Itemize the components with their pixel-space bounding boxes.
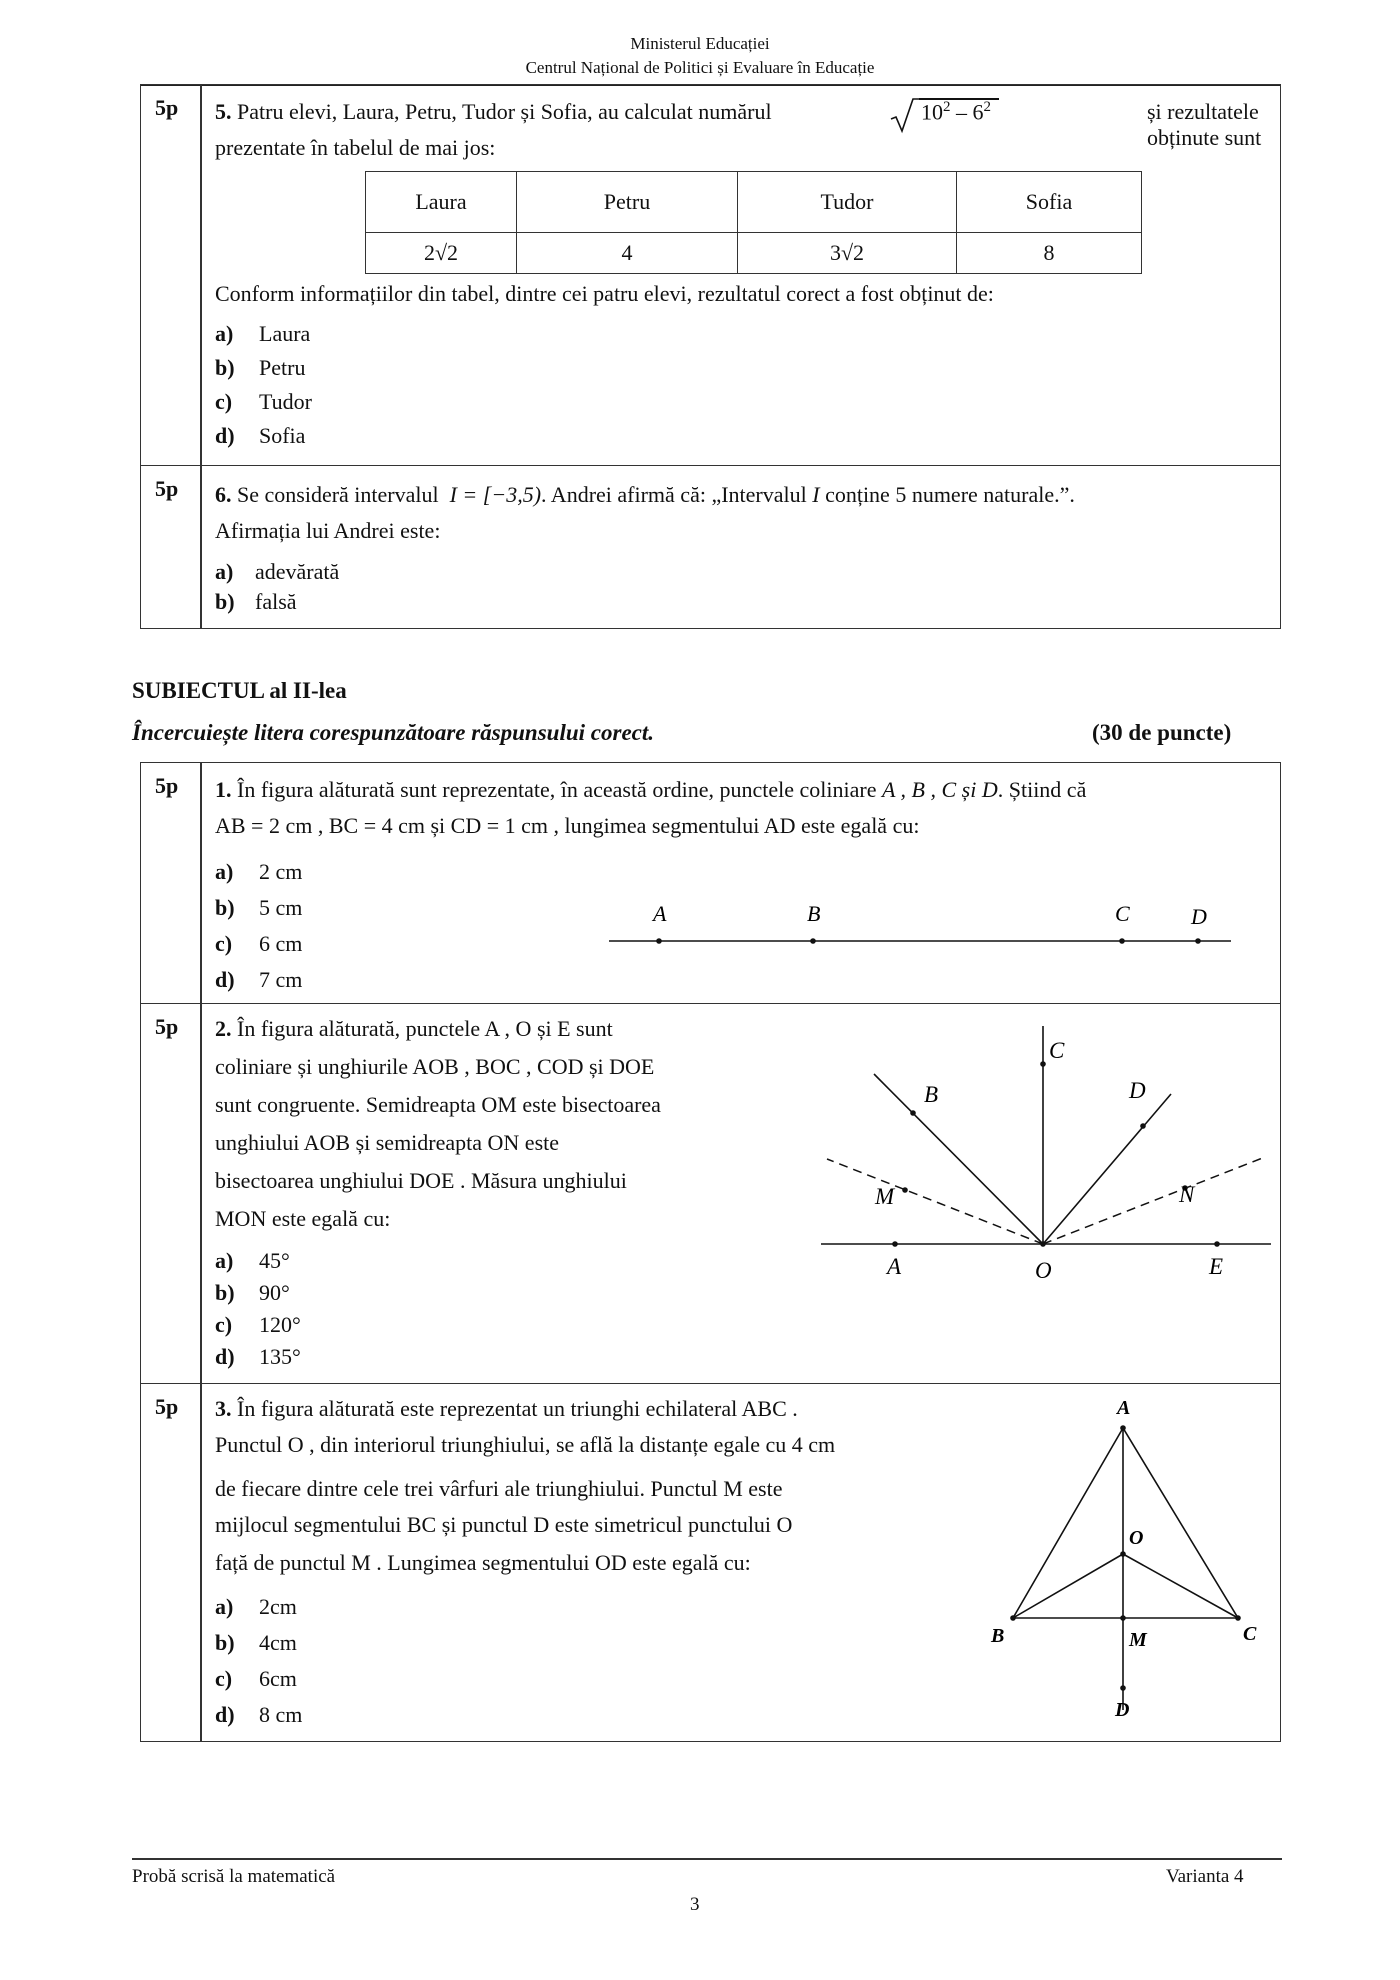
option-a[interactable]: a) Laura — [215, 321, 311, 346]
table-cell: 2√2 — [366, 233, 517, 274]
option-c[interactable]: c) Tudor — [215, 389, 312, 414]
table-cell: 8 — [957, 233, 1142, 274]
q6-var: I — [812, 482, 820, 507]
footer-right: Varianta 4 — [1166, 1866, 1244, 1887]
angles-figure — [781, 1004, 1271, 1304]
option-a[interactable]: a) adevărată — [215, 559, 340, 584]
table-header-cell: Tudor — [738, 172, 957, 233]
s2q2-line1: 2. În figura alăturată, punctele A , O și E sunt — [215, 1016, 613, 1041]
s2q1-text-b: . Știind că — [997, 777, 1087, 802]
question-number: 6. — [215, 482, 232, 507]
option-b[interactable]: b) 4cm — [215, 1630, 297, 1655]
point-e — [1214, 1241, 1220, 1247]
point-a — [892, 1241, 898, 1247]
point-c — [1040, 1061, 1046, 1067]
q5-text-c: prezentate în tabelul de mai jos: — [215, 135, 496, 160]
points-label: 5p — [155, 1014, 179, 1039]
question-box-part1 — [140, 84, 1281, 629]
s2q1-line1 — [215, 777, 1086, 803]
ray-od — [1043, 1094, 1171, 1244]
option-b[interactable]: b) Petru — [215, 355, 306, 380]
q5-line1 — [215, 99, 772, 125]
point-d — [1140, 1123, 1146, 1129]
q6-text-d: Afirmația lui Andrei este: — [215, 518, 441, 543]
point-a — [1120, 1425, 1126, 1431]
question-6 — [141, 465, 1280, 630]
point-o — [1040, 1241, 1046, 1247]
table-header-cell: Sofia — [957, 172, 1142, 233]
q6-text-c: conține 5 numere naturale.”. — [825, 482, 1075, 507]
s2q2-line5: bisectoarea unghiului DOE . Măsura unghiului — [215, 1168, 627, 1193]
table-header-cell: Laura — [366, 172, 517, 233]
ray-on — [1043, 1157, 1265, 1244]
q5-prompt: Conform informațiilor din tabel, dintre cei patru elevi, rezultatul corect a fost obținut de: — [215, 281, 994, 306]
q6-text-a: Se consideră intervalul — [237, 482, 439, 507]
points-label: 5p — [155, 476, 179, 501]
point-a — [656, 938, 662, 944]
section-title: SUBIECTUL al II-lea — [132, 678, 347, 703]
table-cell: 3√2 — [738, 233, 957, 274]
table-cell: 4 — [517, 233, 738, 274]
subject2-question-3 — [141, 1383, 1280, 1743]
label-o: O — [1035, 1258, 1052, 1283]
q6-interval: I = [−3,5) — [449, 482, 542, 507]
label-b: B — [924, 1082, 939, 1107]
page-number: 3 — [690, 1894, 700, 1915]
option-d[interactable]: d) Sofia — [215, 423, 306, 448]
s2q3-line1: 3. În figura alăturată este reprezentat un triunghi echilateral ABC . — [215, 1396, 798, 1421]
option-c[interactable]: c) 6cm — [215, 1666, 297, 1691]
point-c — [1235, 1615, 1241, 1621]
points-label: 5p — [155, 773, 179, 798]
q5-text-a: Patru elevi, Laura, Petru, Tudor și Sofia, au calculat numărul — [237, 99, 772, 124]
s2q1-text-c: AB = 2 cm , BC = 4 cm și CD = 1 cm , lungimea segmentului AD este egală cu: — [215, 813, 920, 838]
segment-co — [1123, 1554, 1238, 1618]
point-d — [1120, 1685, 1126, 1691]
option-a[interactable]: a) 2 cm — [215, 859, 303, 884]
s2q3-line5: față de punctul M . Lungimea segmentului OD este egală cu: — [215, 1550, 751, 1575]
point-b — [1010, 1615, 1016, 1621]
label-n: N — [1179, 1182, 1195, 1207]
label-m: M — [1129, 1629, 1147, 1651]
header-line1: Ministerul Educației — [630, 34, 770, 53]
label-a: A — [887, 1254, 902, 1279]
triangle-abc — [1013, 1428, 1238, 1618]
section-instruction: Încercuiește litera corespunzătoare răspunsului corect. — [132, 720, 655, 745]
option-d[interactable]: d) 135° — [215, 1344, 301, 1369]
table-header-cell: Petru — [517, 172, 738, 233]
point-m — [902, 1187, 908, 1193]
triangle-figure — [981, 1384, 1261, 1740]
collinear-points-figure — [601, 891, 1241, 961]
s2q3-line2: Punctul O , din interiorul triunghiului, se află la distanțe egale cu 4 cm — [215, 1432, 836, 1457]
option-c[interactable]: c) 120° — [215, 1312, 301, 1337]
header-line2: Centrul Național de Politici și Evaluare în Educație — [525, 58, 875, 77]
label-b: B — [807, 901, 821, 926]
footer-rule — [132, 1858, 1282, 1860]
option-c[interactable]: c) 6 cm — [215, 931, 303, 956]
option-b[interactable]: b) 90° — [215, 1280, 290, 1305]
q6-text-b: . Andrei afirmă că: „Intervalul — [541, 482, 807, 507]
question-box-part2 — [140, 762, 1281, 1742]
point-c — [1119, 938, 1125, 944]
s2q3-line4: mijlocul segmentului BC și punctul D este simetricul punctului O — [215, 1512, 793, 1537]
s2q2-line6: MON este egală cu: — [215, 1206, 391, 1231]
radical-sign-icon — [889, 95, 919, 135]
question-number: 3. — [215, 1396, 232, 1421]
table-row — [366, 233, 1142, 274]
ray-om — [827, 1159, 1043, 1244]
label-c: C — [1243, 1623, 1257, 1645]
points-label: 5p — [155, 95, 179, 120]
option-a[interactable]: a) 45° — [215, 1248, 290, 1273]
segment-bo — [1013, 1554, 1123, 1618]
q6-line1 — [215, 482, 1075, 508]
label-c: C — [1049, 1038, 1065, 1063]
label-a: A — [1117, 1397, 1131, 1419]
label-d: D — [1191, 904, 1207, 929]
ray-ob — [874, 1074, 1043, 1244]
s2q1-text-a: În figura alăturată sunt reprezentate, în această ordine, punctele coliniare — [237, 777, 877, 802]
option-d[interactable]: d) 8 cm — [215, 1702, 303, 1727]
label-m: M — [875, 1184, 895, 1209]
footer-left: Probă scrisă la matematică — [132, 1866, 336, 1887]
question-number: 2. — [215, 1016, 232, 1041]
question-number: 1. — [215, 777, 232, 802]
q5-radical-expression — [889, 93, 1159, 133]
option-b[interactable]: b) 5 cm — [215, 895, 303, 920]
label-d: D — [1129, 1078, 1146, 1103]
label-c: C — [1115, 901, 1130, 926]
s2q2-line4: unghiului AOB și semidreapta ON este — [215, 1130, 560, 1155]
question-number: 5. — [215, 99, 232, 124]
option-a[interactable]: a) 2cm — [215, 1594, 297, 1619]
q5-radicand: $10^2 - 6^2$ — [921, 99, 991, 125]
point-b — [810, 938, 816, 944]
label-d: D — [1115, 1699, 1130, 1721]
point-o — [1120, 1551, 1126, 1557]
table-header-row — [366, 172, 1142, 233]
s2q3-line3: de fiecare dintre cele trei vârfuri ale triunghiului. Punctul M este — [215, 1476, 783, 1501]
subject2-question-1 — [141, 763, 1280, 1003]
s2q2-line3: sunt congruente. Semidreapta OM este bisectoarea — [215, 1092, 661, 1117]
option-b[interactable]: b) falsă — [215, 589, 297, 614]
label-b: B — [991, 1625, 1005, 1647]
question-5 — [141, 85, 1280, 465]
points-label: 5p — [155, 1394, 179, 1419]
section-points: (30 de puncte) — [1092, 720, 1232, 745]
results-table — [365, 171, 1142, 274]
label-a: A — [653, 901, 667, 926]
point-m — [1120, 1615, 1126, 1621]
label-e: E — [1209, 1254, 1224, 1279]
label-o: O — [1129, 1527, 1144, 1549]
point-b — [910, 1110, 916, 1116]
subject2-question-2 — [141, 1003, 1280, 1383]
s2q1-points-list: A , B , C și D — [882, 777, 998, 802]
option-d[interactable]: d) 7 cm — [215, 967, 303, 992]
point-d — [1195, 938, 1201, 944]
s2q2-line2: coliniare și unghiurile AOB , BOC , COD și DOE — [215, 1054, 655, 1079]
q5-text-b: și rezultatele obținute sunt — [1147, 99, 1262, 150]
